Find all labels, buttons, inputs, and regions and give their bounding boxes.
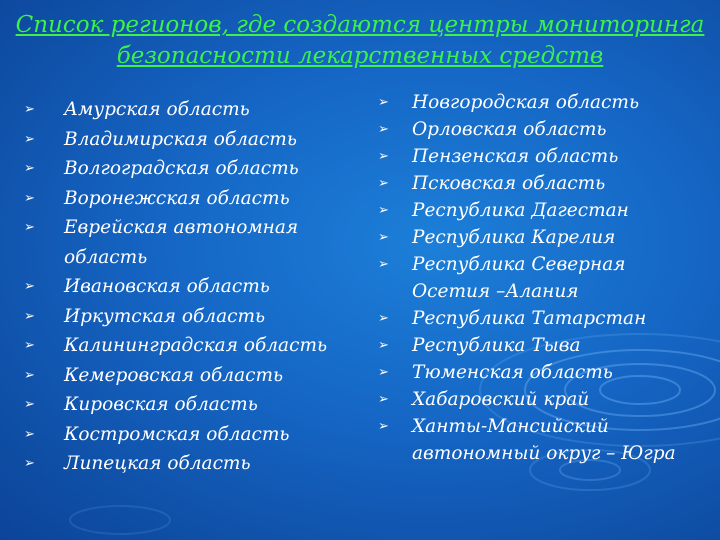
- arrow-bullet-icon: ➢: [24, 102, 35, 117]
- region-label: Амурская область: [64, 99, 250, 120]
- region-label: Калининградская область: [64, 335, 328, 356]
- list-item: [20, 302, 355, 332]
- region-label: Республика Татарстан: [412, 308, 647, 329]
- region-label: Ханты-Мансийский автономный округ – Югра: [412, 416, 676, 464]
- region-label: Ивановская область: [64, 276, 270, 297]
- region-label: Пензенская область: [412, 146, 619, 167]
- region-label: Новгородская область: [412, 92, 640, 113]
- region-label: Еврейская автономная область: [64, 217, 299, 268]
- list-item: [20, 95, 355, 125]
- list-item: [20, 184, 355, 214]
- list-item: [375, 413, 712, 467]
- arrow-bullet-icon: ➢: [24, 308, 35, 324]
- arrow-bullet-icon: ➢: [378, 203, 389, 218]
- list-item: [375, 386, 715, 413]
- arrow-bullet-icon: ➢: [378, 392, 389, 407]
- title-line-1: Список регионов, где создаются центры мониторинга: [15, 12, 705, 38]
- list-item: [20, 390, 355, 420]
- list-item: [20, 213, 329, 272]
- region-label: Волгоградская область: [64, 158, 299, 179]
- slide-title: [0, 10, 720, 72]
- list-item: [375, 305, 715, 332]
- region-label: Тюменская область: [412, 362, 613, 383]
- region-label: Хабаровский край: [412, 389, 590, 410]
- list-item: [375, 332, 715, 359]
- list-item: [20, 125, 355, 155]
- arrow-bullet-icon: ➢: [378, 149, 389, 164]
- arrow-bullet-icon: ➢: [24, 397, 35, 412]
- arrow-bullet-icon: ➢: [378, 230, 389, 245]
- region-label: Кировская область: [64, 394, 258, 415]
- list-item: [375, 143, 715, 170]
- list-item: [20, 331, 355, 361]
- arrow-bullet-icon: ➢: [24, 426, 35, 442]
- arrow-bullet-icon: ➢: [378, 257, 389, 272]
- list-item: [20, 449, 355, 479]
- list-item: [375, 170, 715, 197]
- region-label: Костромская область: [64, 423, 290, 445]
- region-label: Республика Дагестан: [412, 200, 629, 221]
- region-label: Республика Северная Осетия –Алания: [412, 254, 626, 302]
- arrow-bullet-icon: ➢: [378, 122, 389, 137]
- arrow-bullet-icon: ➢: [24, 220, 35, 235]
- list-item: [375, 116, 715, 143]
- arrow-bullet-icon: ➢: [24, 456, 35, 471]
- region-label: Республика Тыва: [412, 335, 581, 356]
- right-region-list: [375, 89, 715, 467]
- list-item: [375, 89, 715, 116]
- region-label: Псковская область: [412, 173, 606, 194]
- region-label: Кемеровская область: [64, 364, 284, 386]
- region-label: Воронежская область: [64, 187, 290, 209]
- arrow-bullet-icon: ➢: [24, 367, 35, 383]
- arrow-bullet-icon: ➢: [378, 311, 389, 326]
- arrow-bullet-icon: ➢: [378, 338, 389, 353]
- list-item: [20, 272, 355, 302]
- region-label: Иркутская область: [64, 305, 266, 327]
- region-label: Владимирская область: [64, 128, 297, 150]
- list-item: [20, 154, 355, 184]
- title-line-2: безопасности лекарственных средств: [116, 43, 604, 69]
- list-item: [375, 359, 715, 386]
- arrow-bullet-icon: ➢: [24, 131, 35, 147]
- arrow-bullet-icon: ➢: [378, 176, 389, 191]
- arrow-bullet-icon: ➢: [24, 161, 35, 176]
- arrow-bullet-icon: ➢: [24, 190, 35, 206]
- region-label: Орловская область: [412, 119, 607, 140]
- region-label: Республика Карелия: [412, 227, 616, 248]
- list-item: [375, 197, 715, 224]
- list-item: [20, 420, 355, 450]
- arrow-bullet-icon: ➢: [378, 95, 389, 110]
- arrow-bullet-icon: ➢: [378, 365, 389, 380]
- list-item: [375, 251, 662, 305]
- left-region-list: [20, 95, 355, 479]
- arrow-bullet-icon: ➢: [378, 419, 389, 434]
- list-item: [375, 224, 715, 251]
- arrow-bullet-icon: ➢: [24, 338, 35, 353]
- region-label: Липецкая область: [64, 453, 251, 474]
- list-item: [20, 361, 355, 391]
- arrow-bullet-icon: ➢: [24, 279, 35, 294]
